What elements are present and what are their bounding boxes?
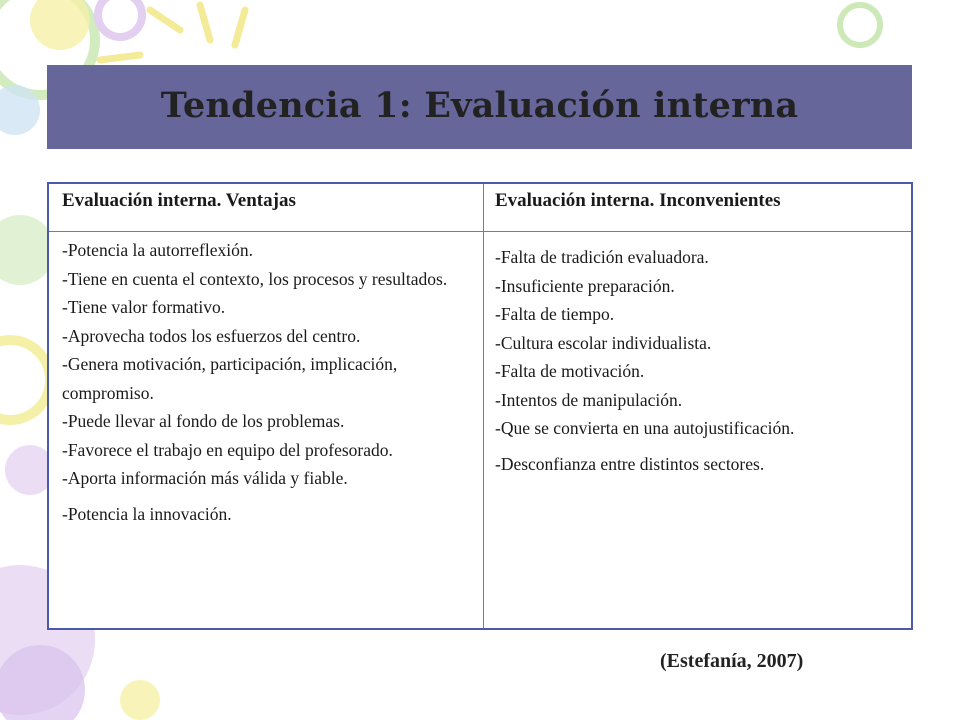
list-item: -Cultura escolar individualista. [495, 332, 712, 353]
list-item: -Genera motivación, participación, implicación, compromiso. [62, 354, 398, 403]
inconvenientes-list [495, 243, 907, 478]
list-item: -Tiene en cuenta el contexto, los procesos y resultados. [62, 268, 448, 289]
header-ventajas: Evaluación interna. Ventajas [62, 190, 296, 211]
list-item: -Falta de tiempo. [495, 304, 615, 324]
list-item: -Potencia la innovación. [62, 503, 232, 524]
header-inconvenientes: Evaluación interna. Inconvenientes [495, 190, 781, 211]
ventajas-list [62, 236, 474, 528]
list-item: -Tiene valor formativo. [62, 297, 226, 317]
list-item: -Intentos de manipulación. [495, 389, 683, 410]
column-divider [483, 184, 484, 628]
list-item: -Desconfianza entre distintos sectores. [495, 453, 765, 474]
list-item: -Puede llevar al fondo de los problemas. [62, 411, 345, 431]
list-item: -Insuficiente preparación. [495, 275, 675, 296]
title-bar [47, 65, 912, 149]
list-item: -Aporta información más válida y fiable. [62, 468, 348, 488]
comparison-table [47, 182, 913, 630]
list-item: -Que se convierta en una autojustificación. [495, 418, 795, 438]
citation: (Estefanía, 2007) [660, 650, 804, 672]
header-divider [49, 231, 911, 232]
list-item: -Potencia la autorreflexión. [62, 240, 253, 260]
list-item: -Favorece el trabajo en equipo del profesorado. [62, 439, 393, 460]
page-title: Tendencia 1: Evaluación interna [160, 85, 799, 126]
list-item: -Falta de tradición evaluadora. [495, 247, 709, 267]
list-item: -Aprovecha todos los esfuerzos del centro. [62, 325, 361, 346]
list-item: -Falta de motivación. [495, 361, 645, 381]
